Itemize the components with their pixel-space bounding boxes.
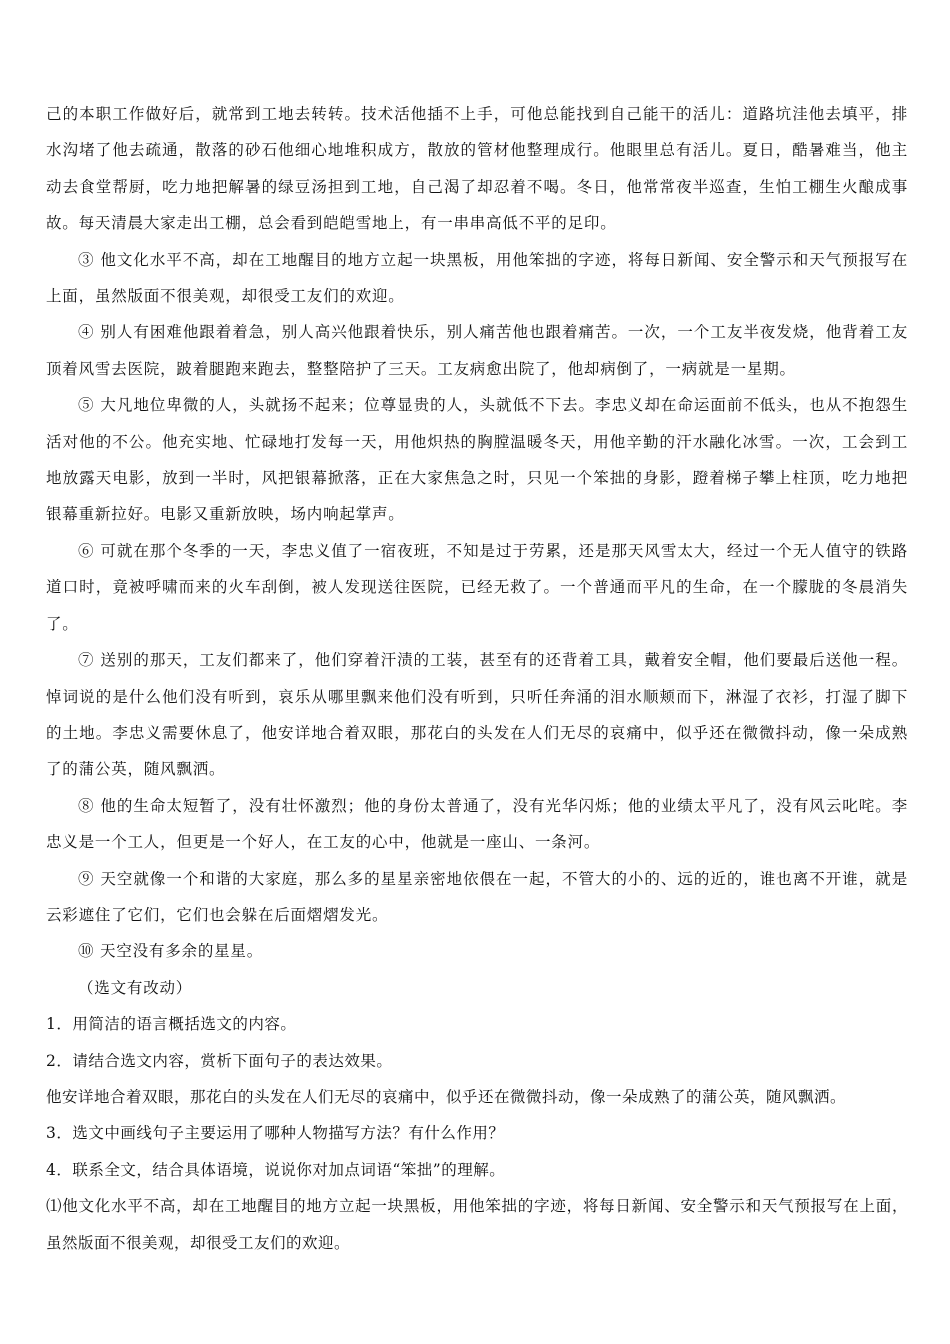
- document-page: [46, 96, 908, 1261]
- question-4: 4．联系全文，结合具体语境，说说你对加点词语“笨拙”的理解。: [46, 1160, 506, 1179]
- paragraph-3: ③ 他文化水平不高，却在工地醒目的地方立起一块黑板，用他笨拙的字迹，将每日新闻、安全警示和天气预报写在上面，虽然版面不很美观，却很受工友们的欢迎。: [46, 250, 908, 306]
- source-note: （选文有改动）: [78, 978, 193, 997]
- paragraph-9: ⑨ 天空就像一个和谐的大家庭，那么多的星星亲密地依偎在一起，不管大的小的、远的近的，谁也离不开谁，就是云彩遮住了它们，它们也会躲在后面熠熠发光。: [46, 869, 908, 924]
- paragraph-8: ⑧ 他的生命太短暂了，没有壮怀激烈；他的身份太普通了，没有光华闪烁；他的业绩太平凡了，没有风云叱咤。李忠义是一个工人，但更是一个好人，在工友的心中，他就是一座山、一条河。: [46, 796, 908, 852]
- paragraph-10: ⑩ 天空没有多余的星星。: [78, 942, 264, 961]
- paragraph-4: ④ 别人有困难他跟着着急，别人高兴他跟着快乐，别人痛苦他也跟着痛苦。一次，一个工友半夜发烧，他背着工友顶着风雪去医院，跛着腿跑来跑去，整整陪护了三天。工友病愈出院了，他却病倒了，一病就是一星期。: [46, 323, 908, 378]
- question-1: 1．用简洁的语言概括选文的内容。: [46, 1015, 297, 1034]
- question-2: 2．请结合选文内容，赏析下面句子的表达效果。: [46, 1051, 393, 1070]
- paragraph-7: ⑦ 送别的那天，工友们都来了，他们穿着汗渍的工装，甚至有的还背着工具，戴着安全帽，他们要最后送他一程。悼词说的是什么他们没有听到，哀乐从哪里飘来他们没有听到，只听任奔涌的泪水顺颊而下，淋湿了衣衫，打湿了脚下的土地。李忠义需要休息了，他安详地合着双眼，那花白的头发在人们无尽的哀痛中，似乎还在微微抖动，像一朵成熟了的蒲公英，随风飘洒。: [46, 651, 908, 779]
- question-3: 3．选文中画线句子主要运用了哪种人物描写方法？有什么作用？: [46, 1124, 505, 1143]
- question-4-item-1: ⑴他文化水平不高，却在工地醒目的地方立起一块黑板，用他笨拙的字迹，将每日新闻、安全警示和天气预报写在上面，虽然版面不很美观，却很受工友们的欢迎。: [46, 1197, 908, 1252]
- paragraph-continuation: 己的本职工作做好后，就常到工地去转转。技术活他插不上手，可他总能找到自己能干的活儿：道路坑洼他去填平，排水沟堵了他去疏通，散落的砂石他细心地堆积成方，散放的管材他整理成行。他眼里总有活儿。夏日，酷暑难当，他主动去食堂帮厨，吃力地把解暑的绿豆汤担到工地，自己渴了却忍着不喝。冬日，他常常夜半巡查，生怕工棚生火酿成事故。每天清晨大家走出工棚，总会看到皑皑雪地上，有一串串高低不平的足印。: [46, 105, 908, 233]
- question-2-sentence: 他安详地合着双眼，那花白的头发在人们无尽的哀痛中，似乎还在微微抖动，像一朵成熟了的蒲公英，随风飘洒。: [46, 1087, 847, 1106]
- paragraph-5: ⑤ 大凡地位卑微的人，头就扬不起来；位尊显贵的人，头就低不下去。李忠义却在命运面前不低头，也从不抱怨生活对他的不公。他充实地、忙碌地打发每一天，用他炽热的胸膛温暖冬天，用他辛勤的汗水融化冰雪。一次，工会到工地放露天电影，放到一半时，风把银幕掀落，正在大家焦急之时，只见一个笨拙的身影，蹬着梯子攀上柱顶，吃力地把银幕重新拉好。电影又重新放映，场内响起掌声。: [46, 396, 908, 524]
- paragraph-6: ⑥ 可就在那个冬季的一天，李忠义值了一宿夜班，不知是过于劳累，还是那天风雪太大，经过一个无人值守的铁路道口时，竟被呼啸而来的火车刮倒，被人发现送往医院，已经无救了。一个普通而平凡的生命，在一个朦胧的冬晨消失了。: [46, 541, 908, 633]
